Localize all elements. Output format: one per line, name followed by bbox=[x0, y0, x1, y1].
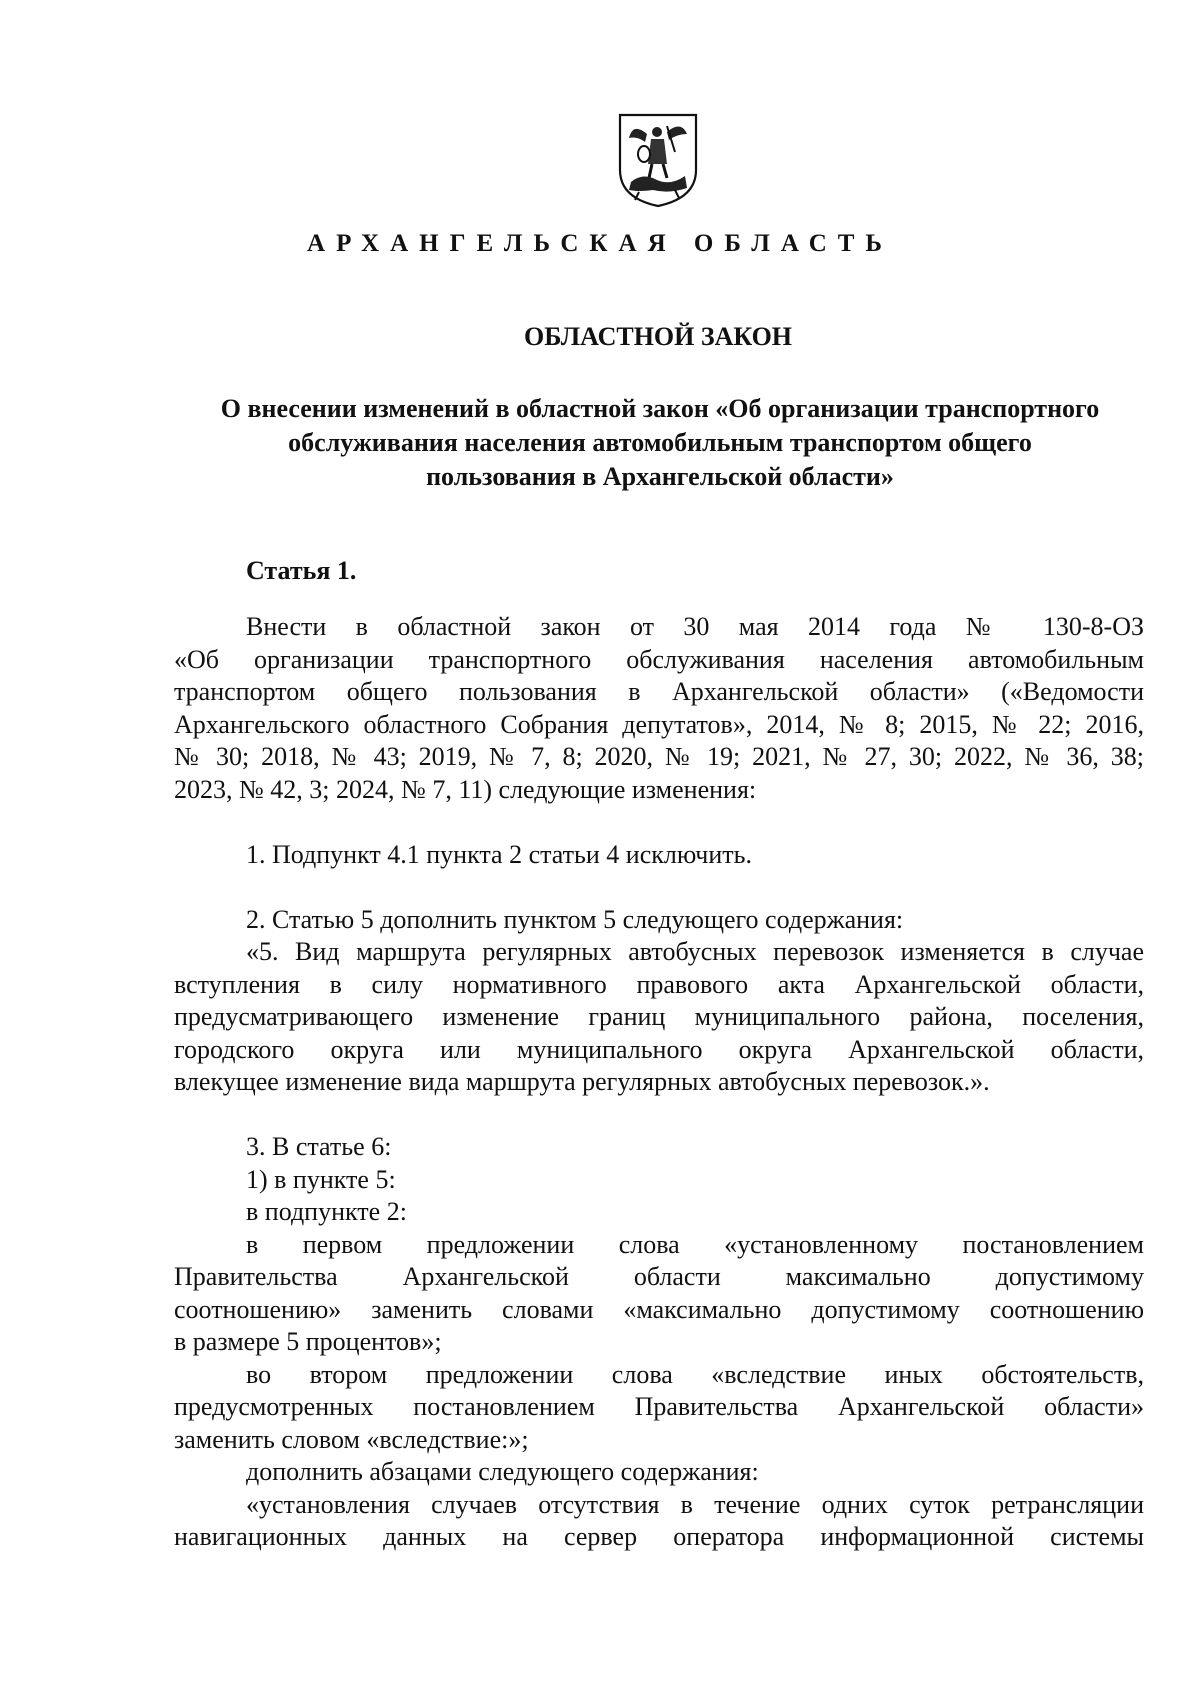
law-subject-title bbox=[175, 392, 1145, 494]
body-text-line: 2. Статью 5 дополнить пунктом 5 следующего содержания: bbox=[246, 904, 904, 934]
body-text-line: заменить словом «вследствие:»; bbox=[174, 1424, 529, 1454]
subject-line: пользования в Архангельской области» bbox=[426, 462, 894, 491]
body-text-line: в размере 5 процентов»; bbox=[174, 1327, 442, 1356]
article-heading: Статья 1. bbox=[246, 556, 357, 585]
body-text-line: «Об организации транспортного обслуживания населения автомобильным bbox=[174, 644, 1144, 674]
body-text-line: «5. Вид маршрута регулярных автобусных перевозок изменяется в случае bbox=[246, 937, 1144, 966]
region-name: АРХАНГЕЛЬСКАЯ ОБЛАСТЬ bbox=[307, 230, 893, 257]
body-text-line: 1) в пункте 5: bbox=[246, 1164, 396, 1194]
body-text-line: соотношению» заменить словами «максимально допустимому соотношению bbox=[174, 1294, 1144, 1324]
subject-line: обслуживания населения автомобильным транспортом общего bbox=[288, 428, 1032, 457]
body-text-line: предусмотренных постановлением Правительства Архангельской области» bbox=[174, 1392, 1144, 1421]
coat-of-arms-icon bbox=[617, 112, 699, 208]
subject-line: О внесении изменений в областной закон «Об организации транспортного bbox=[220, 394, 1100, 423]
body-text-line: во втором предложении слова «вследствие иных обстоятельств, bbox=[246, 1359, 1144, 1389]
body-text-line: в первом предложении слова «установленному постановлением bbox=[246, 1229, 1144, 1259]
body-text-line: дополнить абзацами следующего содержания: bbox=[246, 1457, 759, 1486]
paragraph-gap bbox=[174, 806, 1144, 839]
body-text-line: «установления случаев отсутствия в течение одних суток ретрансляции bbox=[246, 1489, 1144, 1519]
body-text-line: предусматривающего изменение границ муниципального района, поселения, bbox=[174, 1002, 1144, 1031]
body-text-line: 3. В статье 6: bbox=[246, 1132, 392, 1161]
body-text-line: Правительства Архангельской области максимально допустимому bbox=[174, 1262, 1144, 1291]
body-text-line: вступления в силу нормативного правового акта Архангельской области, bbox=[174, 969, 1144, 999]
article-body bbox=[174, 611, 1144, 1554]
body-text-line: 1. Подпункт 4.1 пункта 2 статьи 4 исключить. bbox=[246, 839, 752, 869]
body-text-line: городского округа или муниципального округа Архангельской области, bbox=[174, 1034, 1144, 1064]
paragraph-gap bbox=[174, 871, 1144, 904]
paragraph-gap bbox=[174, 1099, 1144, 1132]
body-text-line: в подпункте 2: bbox=[246, 1197, 407, 1226]
document-type: ОБЛАСТНОЙ ЗАКОН bbox=[523, 322, 793, 351]
body-text-line: Внести в областной закон от 30 мая 2014 года № 130-8-ОЗ bbox=[246, 612, 1144, 641]
body-text-line: Архангельского областного Собрания депутатов», 2014, № 8; 2015, № 22; 2016, bbox=[174, 709, 1144, 739]
body-text-line: 2023, № 42, 3; 2024, № 7, 11) следующие изменения: bbox=[174, 774, 757, 804]
body-text-line: транспортом общего пользования в Архангельской области» («Ведомости bbox=[174, 677, 1144, 706]
body-text-line: навигационных данных на сервер оператора информационной системы bbox=[174, 1522, 1144, 1551]
body-text-line: влекущее изменение вида маршрута регулярных автобусных перевозок.». bbox=[174, 1067, 990, 1096]
body-text-line: № 30; 2018, № 43; 2019, № 7, 8; 2020, № 19; 2021, № 27, 30; 2022, № 36, 38; bbox=[174, 742, 1144, 771]
